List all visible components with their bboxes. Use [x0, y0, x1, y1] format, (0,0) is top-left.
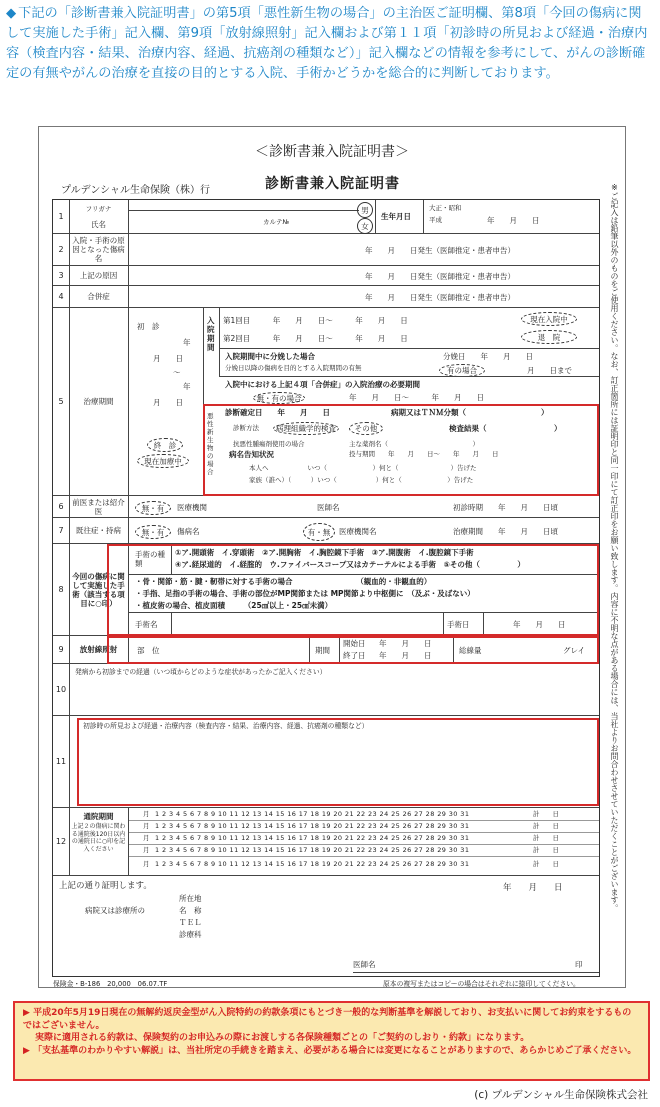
year-label: 年 [183, 338, 191, 347]
surgery-type-label: 手術の種類 [135, 550, 165, 568]
findings-highlight [77, 718, 599, 806]
row-label [69, 808, 129, 875]
ongoing-option[interactable]: 現在加療中 [137, 454, 189, 468]
year-label: 年 [183, 382, 191, 391]
anticancer-label: 抗悪性腫瘍剤使用の場合 [233, 440, 305, 448]
history-yes-no[interactable]: 無・有 [135, 525, 171, 539]
notice-text-3: 「支払基準のわかりやすい解説」は、当社所定の手続きを踏まえ、必要がある場合には変更になることがありますので、あらかじめご了承ください。 [33, 1045, 637, 1056]
tnm-stage: 病期又はＴＮＭ分類（ ） [391, 408, 549, 417]
other-method-option[interactable]: その他 [349, 422, 383, 435]
childbirth-date: 分娩日 年 月 日 [443, 352, 533, 361]
day-grid[interactable]: 1 2 3 4 5 6 7 8 9 10 11 12 13 14 15 16 17 18 19 20 21 22 23 24 25 26 27 28 29 30 31 [155, 834, 470, 842]
skin-graft: ・植皮術の場合、植皮面積 （25㎠以上・25㎠未満） [135, 601, 333, 610]
onset-date: 年 月 日発生（医師推定・患者申告） [365, 246, 515, 255]
row-number: 6 [53, 496, 70, 517]
surgery-highlight [107, 544, 599, 636]
row-number: 1 [53, 200, 70, 233]
row-10-course [53, 664, 599, 716]
month-day-label: 月 日 [153, 398, 183, 407]
range-tilde: 〜 [173, 368, 181, 377]
onset-date: 年 月 日発生（医師推定・患者申告） [365, 272, 515, 281]
end-date: 年 月 日 [379, 651, 432, 660]
gray-unit: グレイ [563, 646, 586, 655]
end-visit-option[interactable]: 終 診 [147, 438, 183, 452]
row-5-treatment-period [53, 308, 599, 496]
total-days: 計 日 [533, 834, 559, 842]
start-date: 年 月 日 [379, 639, 432, 648]
disclosure-label: 病名告知状況 [229, 450, 274, 459]
row-label: 入院・手術の原因となった傷病名 [69, 234, 129, 265]
karte-label: カルテ№ [263, 218, 290, 226]
row-7-history [53, 518, 599, 544]
birth-label: 生年月日 [381, 212, 411, 221]
end-label: 終了日 [343, 651, 366, 660]
era-label-1: 大正・昭和 [429, 204, 462, 212]
row-label: 合併症 [69, 286, 129, 307]
address-label: 所在地 [179, 894, 202, 903]
row-number: 11 [53, 716, 70, 807]
institution-label: 医療機関 [177, 503, 207, 512]
certify-date: 年 月 日 [503, 883, 563, 893]
surgery-name-label: 手術名 [135, 620, 158, 629]
document-title: 診断書兼入院証明書 [265, 176, 400, 192]
surgery-date: 年 月 日 [513, 620, 566, 629]
discharged-option[interactable]: 退 院 [521, 330, 577, 344]
department-label: 診療科 [179, 930, 202, 939]
row-number: 3 [53, 266, 70, 285]
total-days: 計 日 [533, 810, 559, 818]
notice-line-2: 実際に適用される約款は、保険契約のお申込みの際にお渡しする各保険種類ごとの「ご契約のしおり・約款」になります。 [35, 1033, 530, 1043]
seal-label: 印 [575, 960, 583, 969]
certificate-form [52, 199, 600, 977]
total-days: 計 日 [533, 822, 559, 830]
row-number: 12 [53, 808, 70, 875]
row-label: 放射線照射 [69, 636, 129, 663]
day-grid[interactable]: 1 2 3 4 5 6 7 8 9 10 11 12 13 14 15 16 17 18 19 20 21 22 23 24 25 26 27 28 29 30 31 [155, 822, 470, 830]
currently-hospitalized-option[interactable]: 現在入院中 [521, 312, 577, 326]
month-label: 月 [143, 834, 150, 842]
row-12-outpatient [53, 808, 599, 876]
radiation-highlight [107, 636, 599, 664]
month-label: 月 [143, 810, 150, 818]
institution-name-label: 医療機関名 [339, 527, 377, 536]
disclaimer-notice [13, 1001, 650, 1081]
notice-line-1 [23, 1007, 640, 1032]
complication-dates: 年 月 日〜 年 月 日 [349, 393, 484, 402]
childbirth-sub: 分娩日以降の傷病を目的とする入院期間の有無 [225, 364, 362, 372]
month-label: 月 [143, 822, 150, 830]
row-number: 10 [53, 664, 70, 715]
malignant-label: 悪性新生物の場合 [207, 412, 214, 476]
row-11-findings [53, 716, 599, 808]
doctor-name-label: 医師名 [353, 960, 376, 969]
day-grid[interactable]: 1 2 3 4 5 6 7 8 9 10 11 12 13 14 15 16 17 18 19 20 21 22 23 24 25 26 27 28 29 30 31 [155, 860, 470, 868]
month-day-label: 月 日 [153, 354, 183, 363]
company-addressee: プルデンシャル生命保険（株）行 [61, 185, 210, 196]
row-number: 2 [53, 234, 70, 265]
diamond-bullet-icon: ◆ [6, 6, 17, 21]
month-label: 月 [143, 846, 150, 854]
certify-text: 上記の通り証明します。 [59, 881, 152, 891]
childbirth-until: 月 日まで [527, 366, 572, 375]
hospitalization-label: 入院期間 [207, 316, 215, 352]
notice-line-3 [23, 1045, 640, 1058]
era-label-2: 平成 [429, 216, 442, 224]
form-code: 保険金・B-186 20,000 06.07.TF [53, 980, 168, 988]
onset-date: 年 月 日発生（医師推定・患者申告） [365, 293, 515, 302]
name-label: 氏名 [91, 219, 106, 229]
surgery-date-label: 手術日 [447, 620, 470, 629]
row-8-surgery [53, 544, 599, 636]
day-grid[interactable]: 1 2 3 4 5 6 7 8 9 10 11 12 13 14 15 16 17 18 19 20 21 22 23 24 25 26 27 28 29 30 31 [155, 846, 470, 854]
copyright: (c) プルデンシャル生命保険株式会社 [474, 1089, 648, 1101]
birth-ymd: 年 月 日 [487, 216, 540, 225]
treatment-date: 治療期間 年 月 日頃 [453, 527, 558, 536]
row-label: 上記の原因 [69, 266, 129, 285]
disease-label: 傷病名 [177, 527, 200, 536]
disclosure-patient: 本人へ いつ（ ）何と（ ）告げた [249, 464, 477, 472]
finger-surgery: ・手指、足指の手術の場合、手術の部位がMP関節または MP関節より中枢側に （及ぶ・及ばない） [135, 589, 475, 598]
row-label [69, 200, 129, 233]
start-label: 開始日 [343, 639, 366, 648]
complication-yes-option[interactable]: 無・有の場合 [253, 392, 305, 404]
intro-text [6, 4, 654, 84]
complication-period-label: 入院中における上記４項「合併症」の入院治療の必要期間 [225, 380, 420, 389]
side-note: ※ご記入は鉛筆以外のものをご使用ください。なお、訂正箇所には証明印と同一印にて訂正印をお願い致します。内容に不明な点がある場合には、当社よりお問合わせさせていただくことがございます。 [610, 183, 619, 912]
first-visit-date: 初診時期 年 月 日頃 [453, 503, 558, 512]
referral-yes-no[interactable]: 無・有 [135, 501, 171, 515]
row-number: 8 [53, 544, 70, 635]
clinic-name-label: 名 称 [179, 906, 202, 915]
period-label: 期間 [315, 646, 330, 655]
doctor-label: 医師名 [317, 503, 340, 512]
row-6-referral [53, 496, 599, 518]
disclosure-family: 家族（誰へ）（ ）いつ（ ）何と（ ）告げた [249, 476, 474, 484]
period-2: 第2回目 年 月 日〜 年 月 日 [223, 334, 408, 343]
furigana-label: フリガナ [85, 204, 112, 213]
row-number: 5 [53, 308, 70, 495]
tel-label: ＴＥＬ [179, 918, 202, 927]
site-label: 部 位 [137, 646, 160, 655]
row-label: 今回の傷病に関して実施した手術（該当する項目に○印） [69, 544, 129, 635]
total-days: 計 日 [533, 846, 559, 854]
diagnosis-date: 診断確定日 年 月 日 [225, 408, 330, 417]
sex-male[interactable]: 男 [357, 202, 373, 218]
row-label: 前医または紹介医 [69, 496, 129, 517]
drug-name: 主な薬剤名（ ） [349, 440, 479, 448]
row-label: 既往症・持病 [69, 518, 129, 543]
outpatient-sub: 上記２の傷病に関わる通院後120日以内の通院日に○印を記入ください [71, 823, 126, 853]
outpatient-label: 通院期間 [83, 812, 114, 821]
surgery-types-line1: ①ア.開頭術 イ.穿頭術 ②ア.開胸術 イ.胸腔鏡下手術 ③ア.開腹術 イ.腹腔鏡下手術 [175, 548, 474, 557]
bone-joint-surgery: ・骨・関節・筋・腱・靭帯に対する手術の場合 （観血的・非観血的） [135, 577, 432, 586]
row-2-disease [53, 234, 599, 266]
first-visit-label: 初 診 [137, 322, 160, 331]
month-label: 月 [143, 860, 150, 868]
form-image [38, 126, 626, 988]
row-9-radiation [53, 636, 599, 664]
dosing-period: 投与期間 年 月 日〜 年 月 日 [349, 450, 499, 458]
surgery-types-line2: ④ア.経尿道的 イ.経腟的 ウ.ファイバースコープ又はカテーテルによる手術 ⑤その他（ ） [175, 560, 525, 569]
clinic-label: 病院又は診療所の [85, 906, 145, 915]
diagnosis-method-label: 診断方法 [233, 424, 259, 432]
test-result: 検査結果（ ） [449, 424, 562, 433]
total-days: 計 日 [533, 860, 559, 868]
row-1-name [53, 200, 599, 234]
period-1: 第1回目 年 月 日〜 年 月 日 [223, 316, 408, 325]
childbirth-label: 入院期間中に分娩した場合 [225, 352, 315, 361]
arrow-bullet-icon: ▶ [23, 1045, 30, 1056]
day-grid[interactable]: 1 2 3 4 5 6 7 8 9 10 11 12 13 14 15 16 17 18 19 20 21 22 23 24 25 26 27 28 29 30 31 [155, 810, 470, 818]
pathology-option[interactable]: 病理組織学的検査 [273, 422, 339, 435]
course-label: 発病から初診までの経過（いつ頃からどのような症状があったかご記入ください） [75, 668, 327, 676]
notice-text-1: 平成20年5月19日現在の無解約返戻金型がん入院特約の約款条項にもとづき一般的な判断基準を解説しており、お支払いに関してお約束をするものではございません。 [23, 1008, 632, 1031]
total-dose-label: 総線量 [459, 646, 482, 655]
row-number: 4 [53, 286, 70, 307]
intro-paragraph: 下記の「診断書兼入院証明書」の第5項「悪性新生物の場合」の主治医ご証明欄、第8項「今回の傷病に関して実施した手術」記入欄、第9項「放射線照射」記入欄および第１１項「初診時の所見および経過・治療内容（検査内容・結果、治療内容、経過、抗癌剤の種類など）」記入欄などの情報を参考にして、がんの診断確定の有無やがんの治療を直接の目的とする入院、手術かどうかを総合的に判断しております。 [6, 6, 648, 81]
childbirth-yes-option[interactable]: 有の場合 [439, 364, 485, 377]
copy-note: 原本の複写またはコピーの場合はそれぞれに捺印してください。 [383, 980, 580, 988]
institution-yes-no[interactable]: 有・無 [303, 523, 335, 541]
row-4-complication [53, 286, 599, 308]
row-3-cause [53, 266, 599, 286]
sex-female[interactable]: 女 [357, 218, 373, 234]
arrow-bullet-icon: ▶ [23, 1008, 30, 1018]
sheet-heading: ＜診断書兼入院証明書＞ [255, 144, 409, 160]
row-number: 9 [53, 636, 70, 663]
row-number: 7 [53, 518, 70, 543]
findings-label: 初診時の所見および経過・治療内容（検査内容・結果、治療内容、経過、抗癌剤の種類など） [83, 722, 369, 730]
row-label: 治療期間 [69, 308, 129, 495]
